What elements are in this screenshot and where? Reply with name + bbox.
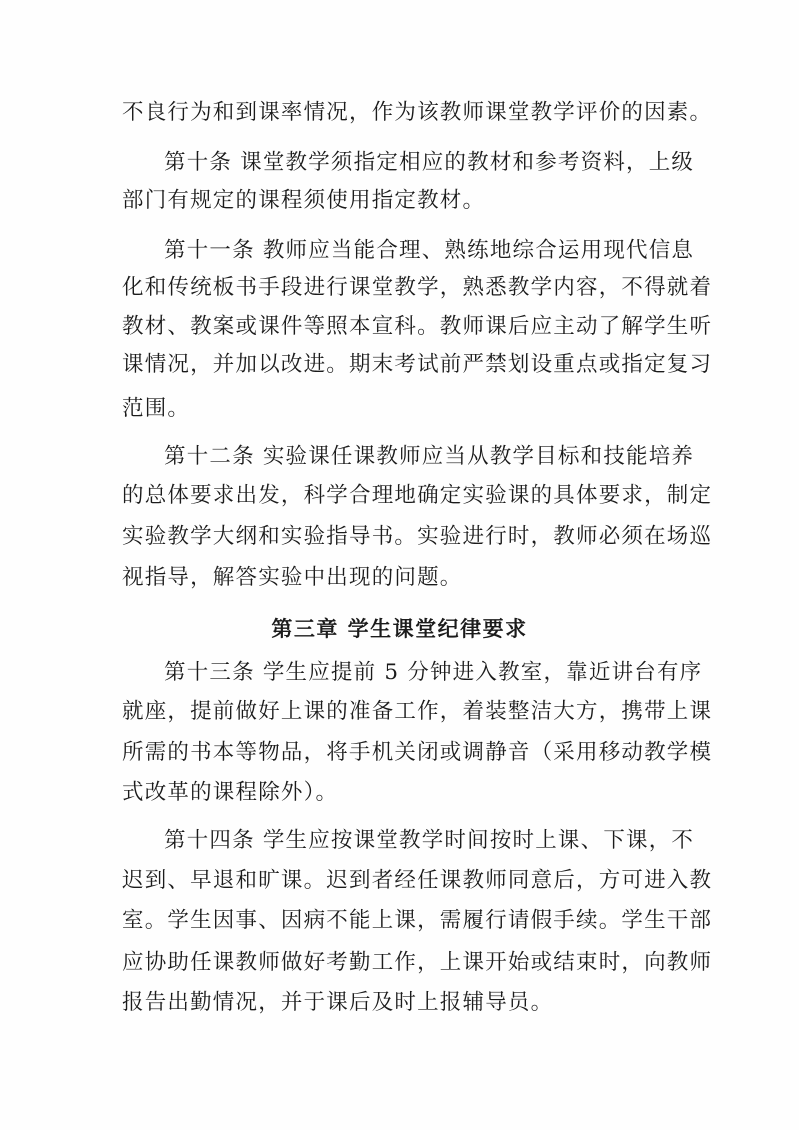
article-10-line: 第十条 课堂教学须指定相应的教材和参考资料，上级 [164,150,695,175]
article-13-line: 式改革的课程除外）。 [122,780,339,805]
article-14-line: 迟到、早退和旷课。迟到者经任课教师同意后，方可进入教 [122,868,713,893]
article-14-line: 第十四条 学生应按课堂教学时间按时上课、下课，不 [164,828,695,853]
article-12-line: 第十二条 实验课任课教师应当从教学目标和技能培养 [164,444,695,469]
article-12-line: 实验教学大纲和实验指导书。实验进行时，教师必须在场巡 [122,524,713,549]
article-13-line: 第十三条 学生应提前 5 分钟进入教室，靠近讲台有序 [164,660,703,685]
chapter-heading: 第三章 学生课堂纪律要求 [271,617,528,641]
article-12-line: 的总体要求出发，科学合理地确定实验课的具体要求，制定 [122,483,713,508]
article-11-line: 第十一条 教师应当能合理、熟练地综合运用现代信息 [164,238,695,263]
article-11-line: 范围。 [122,396,191,421]
article-14-line: 室。学生因事、因病不能上课，需履行请假手续。学生干部 [122,908,713,933]
article-12-line: 视指导，解答实验中出现的问题。 [122,565,463,590]
article-13-line: 所需的书本等物品，将手机关闭或调静音（采用移动教学模 [122,740,713,765]
article-14-line: 应协助任课教师做好考勤工作，上课开始或结束时，向教师 [122,950,713,975]
article-11-line: 课情况，并加以改进。期末考试前严禁划设重点或指定复习 [122,352,713,377]
article-14-line: 报告出勤情况，并于课后及时上报辅导员。 [122,990,554,1015]
article-11-line: 化和传统板书手段进行课堂教学，熟悉教学内容，不得就着 [122,275,713,300]
article-11-line: 教材、教案或课件等照本宣科。教师课后应主动了解学生听 [122,314,713,339]
article-10-line: 部门有规定的课程须使用指定教材。 [122,188,486,213]
article-13-line: 就座，提前做好上课的准备工作，着装整洁大方，携带上课 [122,699,713,724]
paragraph-line: 不良行为和到课率情况，作为该教师课堂教学评价的因素。 [122,100,713,125]
